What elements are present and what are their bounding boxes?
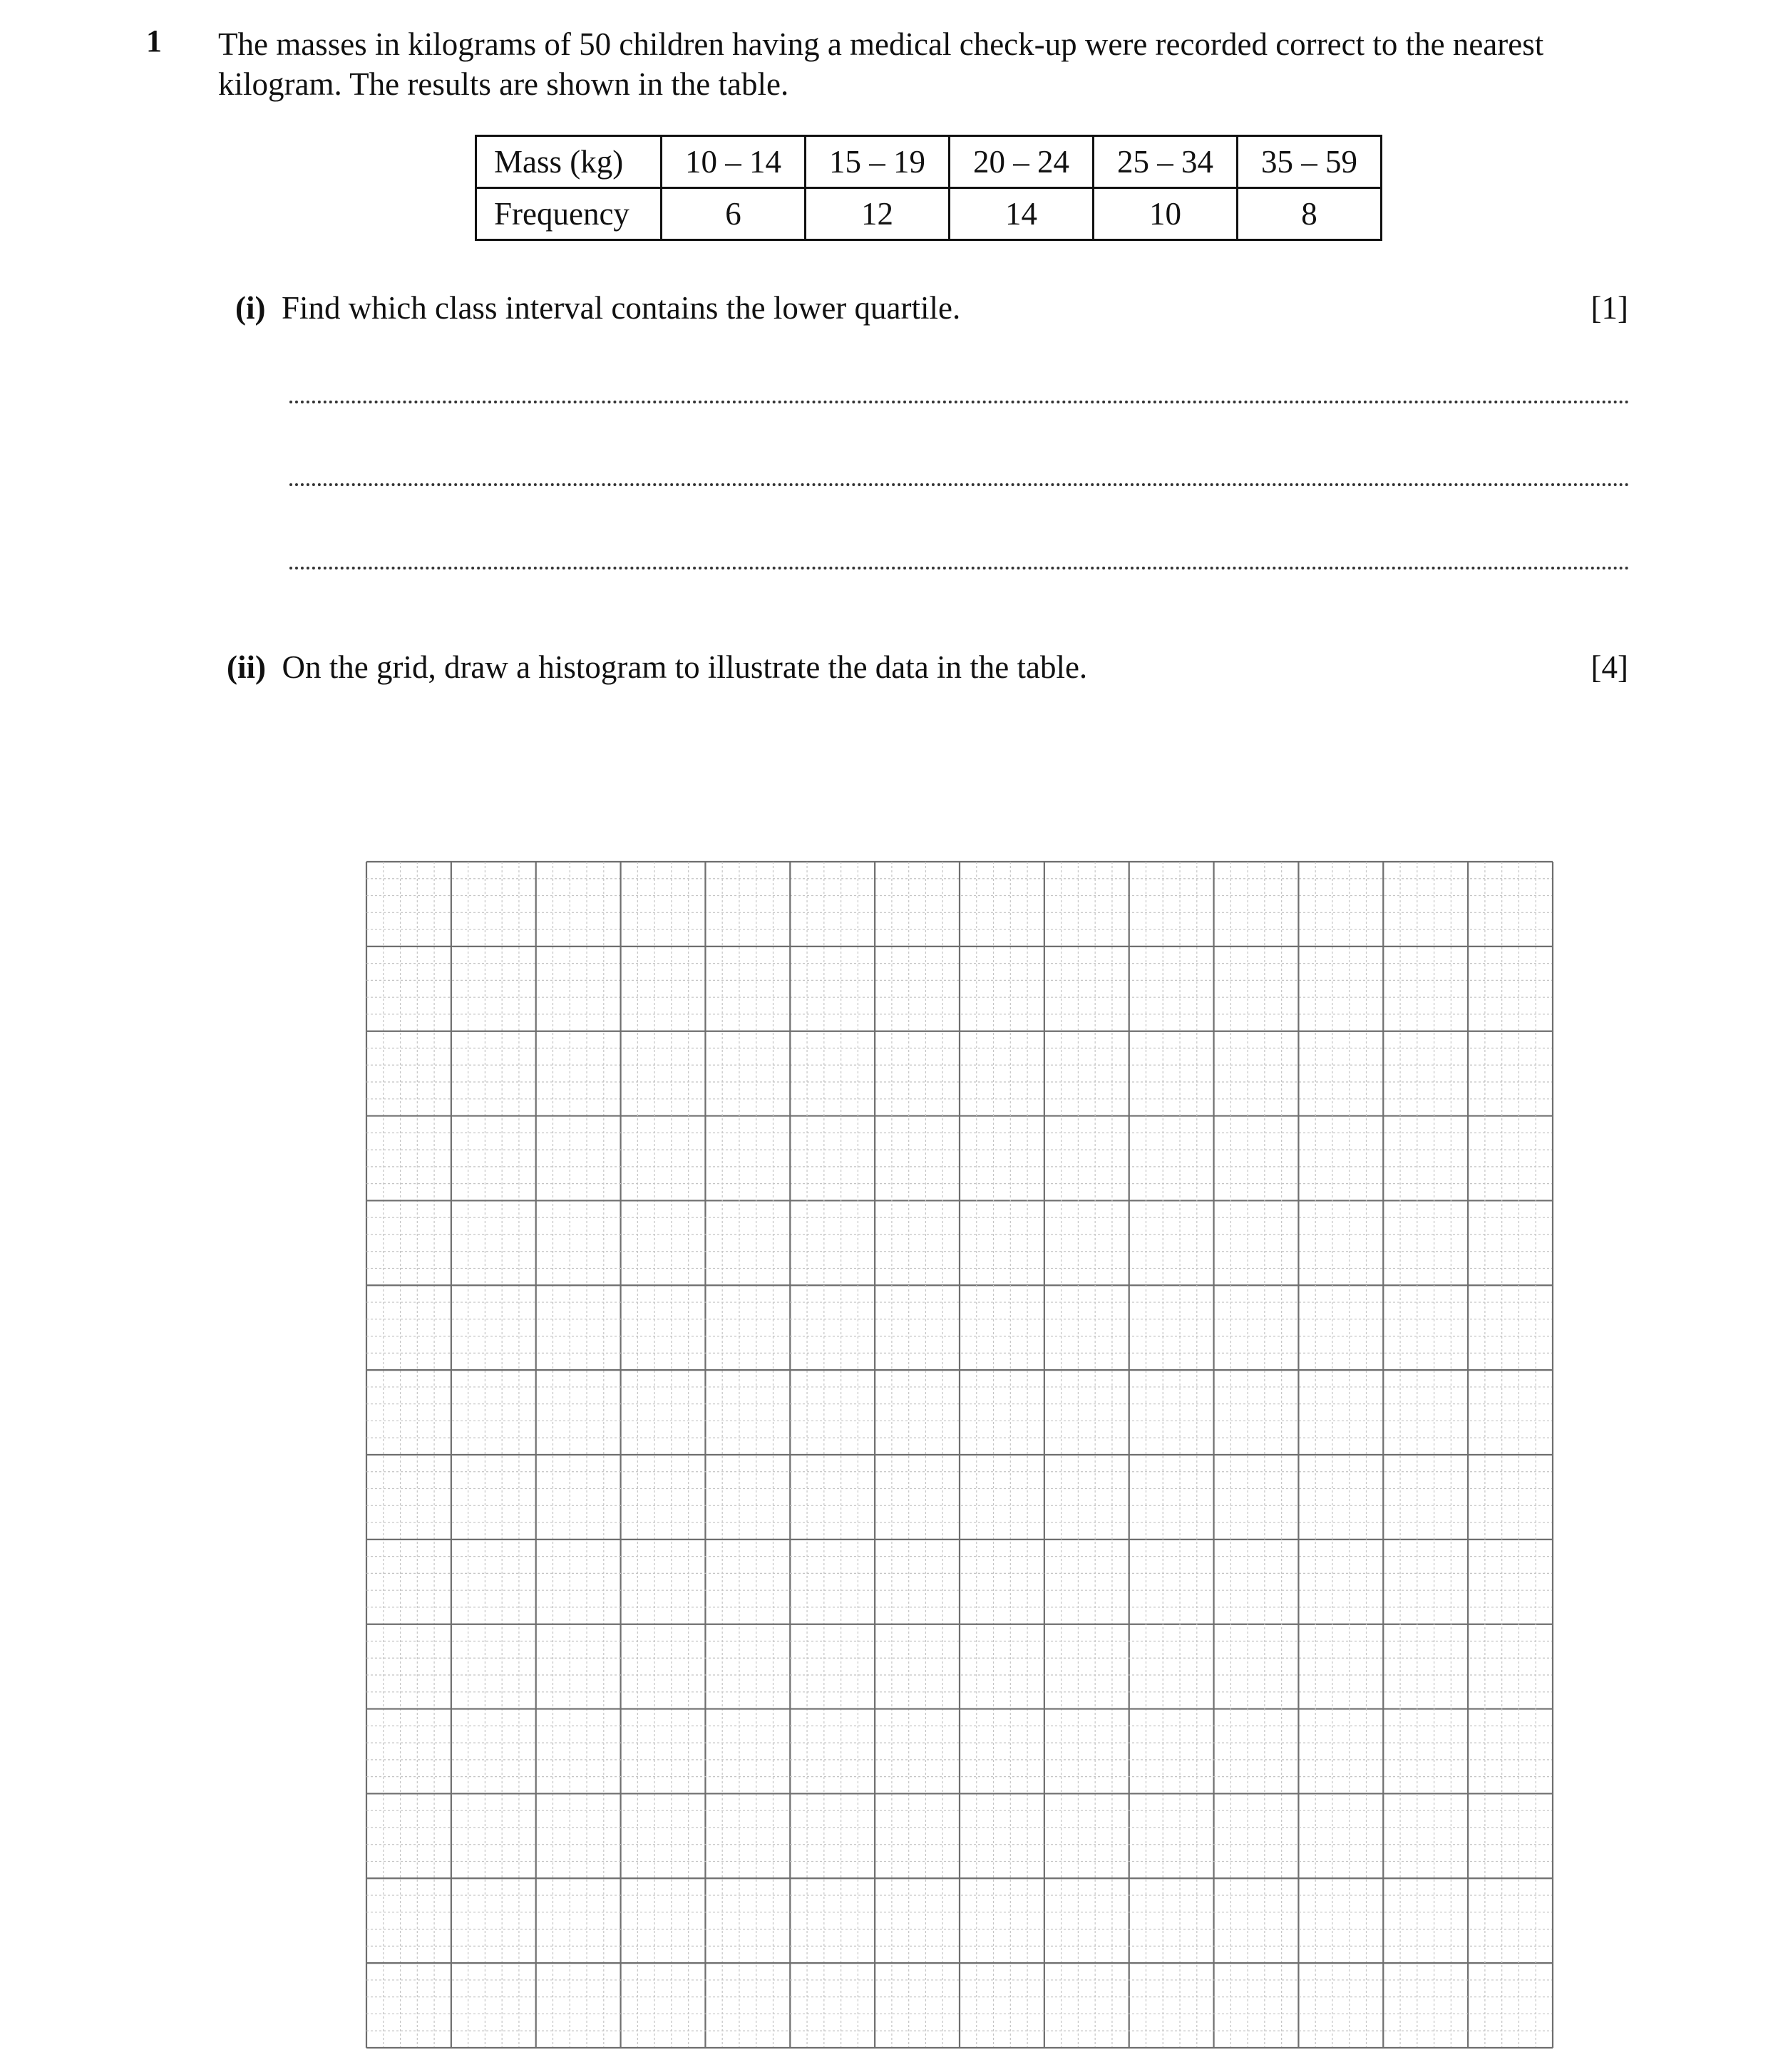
frequency-cell: 6: [662, 188, 806, 240]
answer-line[interactable]: [289, 483, 1630, 486]
question-intro: [218, 24, 1644, 104]
frequency-row: [476, 188, 1382, 240]
part-ii-marks: [4]: [1590, 649, 1628, 685]
interval-cell: 25 – 34: [1094, 136, 1238, 188]
interval-cell: 20 – 24: [950, 136, 1094, 188]
part-ii-label: (ii): [227, 649, 266, 685]
interval-cell: 10 – 14: [662, 136, 806, 188]
part-i-text: Find which class interval contains the lower quartile.: [281, 290, 961, 326]
part-ii-question: [227, 649, 1087, 686]
answer-line[interactable]: [289, 567, 1630, 569]
interval-cell: 15 – 19: [806, 136, 950, 188]
frequency-table: [475, 135, 1382, 241]
frequency-header: Frequency: [476, 188, 662, 240]
part-i-question: [235, 289, 960, 326]
frequency-cell: 14: [950, 188, 1094, 240]
mass-row: [476, 136, 1382, 188]
frequency-cell: 8: [1238, 188, 1382, 240]
histogram-grid[interactable]: [365, 860, 1554, 2049]
part-i-label: (i): [235, 290, 266, 326]
frequency-cell: 12: [806, 188, 950, 240]
part-i-marks: [1]: [1590, 290, 1628, 326]
mass-header: Mass (kg): [476, 136, 662, 188]
interval-cell: 35 – 59: [1238, 136, 1382, 188]
part-ii-text: On the grid, draw a histogram to illustrate the data in the table.: [282, 649, 1088, 685]
frequency-cell: 10: [1094, 188, 1238, 240]
question-number: 1: [146, 24, 162, 58]
intro-line-2: kilogram. The results are shown in the table.: [218, 66, 789, 102]
intro-line-1: The masses in kilograms of 50 children having a medical check-up were recorded correct to the nearest: [218, 26, 1544, 62]
answer-line[interactable]: [289, 401, 1630, 403]
